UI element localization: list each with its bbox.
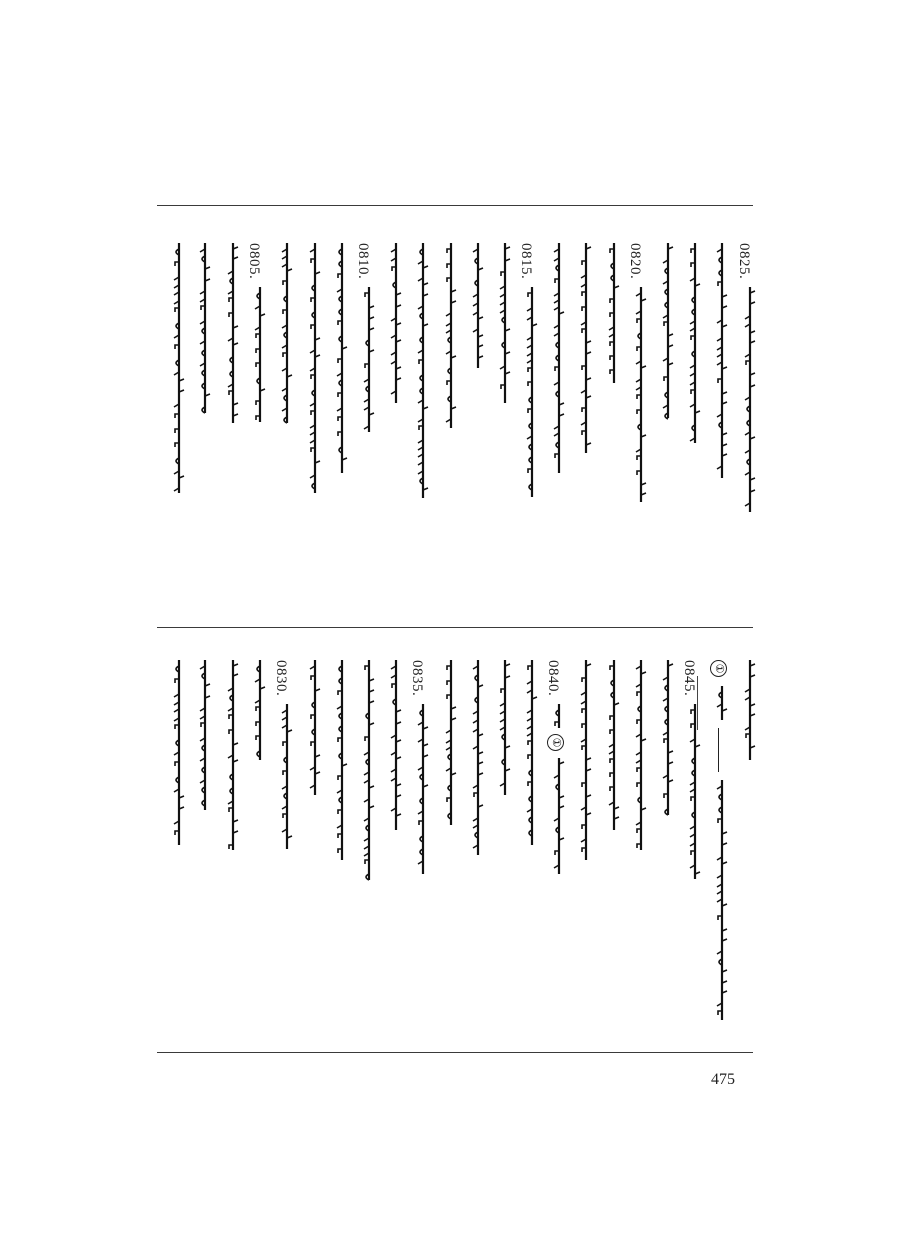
footnote-separator [697, 676, 698, 730]
script-line-glyphs [608, 660, 622, 830]
script-line-glyphs [390, 243, 404, 403]
script-line-glyphs [580, 660, 594, 860]
script-line-glyphs [390, 660, 404, 830]
line-number: 0815. [518, 243, 534, 280]
script-line-glyphs [336, 243, 350, 473]
line-number: 0835. [409, 660, 425, 697]
script-line-glyphs [363, 660, 377, 880]
script-line-glyphs [662, 243, 676, 418]
page-number: 475 [711, 1071, 735, 1088]
script-line-glyphs [417, 243, 431, 498]
script-line-glyphs [472, 660, 486, 855]
footnote-reference-marker: ① [547, 734, 564, 751]
script-line-glyphs [499, 660, 513, 795]
line-number: 0845. [681, 660, 697, 697]
line-number: 0820. [627, 243, 643, 280]
script-line-glyphs [199, 660, 213, 810]
script-line-glyphs [635, 287, 649, 502]
script-line-glyphs [363, 287, 377, 432]
script-line-glyphs [417, 704, 431, 874]
script-line-glyphs [744, 660, 758, 760]
line-number: 0805. [246, 243, 262, 280]
script-line-glyphs [281, 243, 295, 423]
script-line-glyphs [716, 780, 730, 1020]
script-line-glyphs [309, 243, 323, 493]
script-line-glyphs [689, 704, 703, 879]
line-number: 0830. [273, 660, 289, 697]
script-line-glyphs [472, 243, 486, 368]
script-line-glyphs [553, 704, 567, 728]
script-line-glyphs [716, 686, 730, 720]
script-line-glyphs [580, 243, 594, 453]
middle-rule [157, 627, 753, 628]
script-line-glyphs [526, 287, 540, 497]
script-line-glyphs [445, 243, 459, 428]
top-rule [157, 205, 753, 206]
script-line-glyphs [199, 243, 213, 413]
script-line-glyphs [309, 660, 323, 795]
line-number: 0825. [736, 243, 752, 280]
footnote-dash [718, 728, 719, 772]
script-line-glyphs [173, 660, 187, 845]
script-line-glyphs [254, 287, 268, 422]
script-line-glyphs [662, 660, 676, 815]
script-line-glyphs [227, 243, 241, 423]
script-line-glyphs [635, 660, 649, 850]
script-line-glyphs [553, 243, 567, 473]
bottom-rule [157, 1052, 753, 1053]
script-line-glyphs [445, 660, 459, 825]
script-line-glyphs [173, 243, 187, 493]
script-line-glyphs [608, 243, 622, 383]
line-number: 0810. [355, 243, 371, 280]
script-line-glyphs [744, 287, 758, 512]
script-line-glyphs [254, 660, 268, 760]
script-line-glyphs [336, 660, 350, 860]
script-line-glyphs [526, 660, 540, 845]
script-line-glyphs [499, 243, 513, 403]
script-line-glyphs [716, 243, 730, 478]
script-line-glyphs [281, 704, 295, 849]
script-line-glyphs [689, 243, 703, 443]
line-number: 0840. [545, 660, 561, 697]
footnote-marker: ① [710, 660, 727, 677]
script-line-glyphs [227, 660, 241, 850]
script-line-glyphs [553, 758, 567, 874]
